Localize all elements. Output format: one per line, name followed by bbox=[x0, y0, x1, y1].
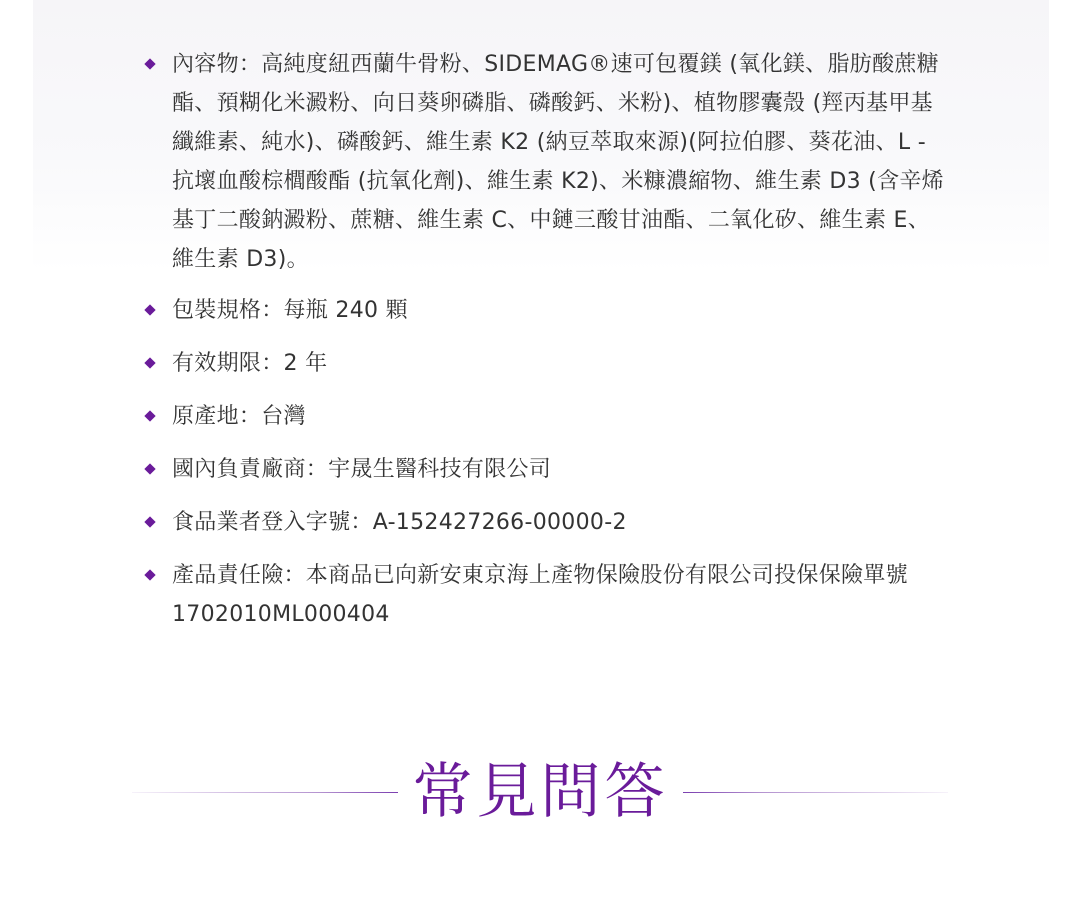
spec-list bbox=[140, 45, 950, 648]
diamond-bullet-icon bbox=[144, 304, 155, 315]
diamond-bullet-icon bbox=[144, 410, 155, 421]
spec-item-distributor bbox=[140, 450, 950, 489]
spec-item-shelf-life bbox=[140, 344, 950, 383]
spec-text: 包裝規格：每瓶 240 顆 bbox=[172, 298, 408, 323]
spec-text: 有效期限：2 年 bbox=[172, 351, 328, 376]
spec-item-insurance bbox=[140, 556, 950, 634]
spec-text: 原產地：台灣 bbox=[172, 404, 306, 429]
spec-text: 內容物：高純度紐西蘭牛骨粉、SIDEMAG®速可包覆鎂 (氧化鎂、脂肪酸蔗糖酯、預糊化米澱粉、向日葵卵磷脂、磷酸鈣、米粉)、植物膠囊殼 (羥丙基甲基纖維素、純水)、磷酸鈣、維生素 K2 (納豆萃取來源)(阿拉伯膠、葵花油、L - 抗壞血酸棕櫚酸酯 (抗氧化劑)、維生素 K2)、米糠濃縮物、維生素 D3 (含辛烯基丁二酸鈉澱粉、蔗糖、維生素 C、中鏈三酸甘油酯、二氧化矽、維生素 E、維生素 D3)。 bbox=[172, 52, 944, 272]
spec-text: 食品業者登入字號：A-152427266-00000-2 bbox=[172, 510, 627, 535]
spec-text: 國內負責廠商：宇晟生醫科技有限公司 bbox=[172, 457, 552, 482]
spec-item-ingredients bbox=[140, 45, 950, 279]
faq-section-header bbox=[0, 750, 1080, 840]
spec-item-origin bbox=[140, 397, 950, 436]
faq-divider-right bbox=[683, 792, 948, 793]
diamond-bullet-icon bbox=[144, 463, 155, 474]
spec-item-registration bbox=[140, 503, 950, 542]
diamond-bullet-icon bbox=[144, 569, 155, 580]
spec-item-package bbox=[140, 291, 950, 330]
spec-text: 產品責任險：本商品已向新安東京海上產物保險股份有限公司投保保險單號 1702010ML000404 bbox=[172, 563, 908, 627]
faq-divider-left bbox=[132, 792, 398, 793]
diamond-bullet-icon bbox=[144, 58, 155, 69]
diamond-bullet-icon bbox=[144, 516, 155, 527]
diamond-bullet-icon bbox=[144, 357, 155, 368]
faq-title: 常見問答 bbox=[412, 757, 669, 827]
